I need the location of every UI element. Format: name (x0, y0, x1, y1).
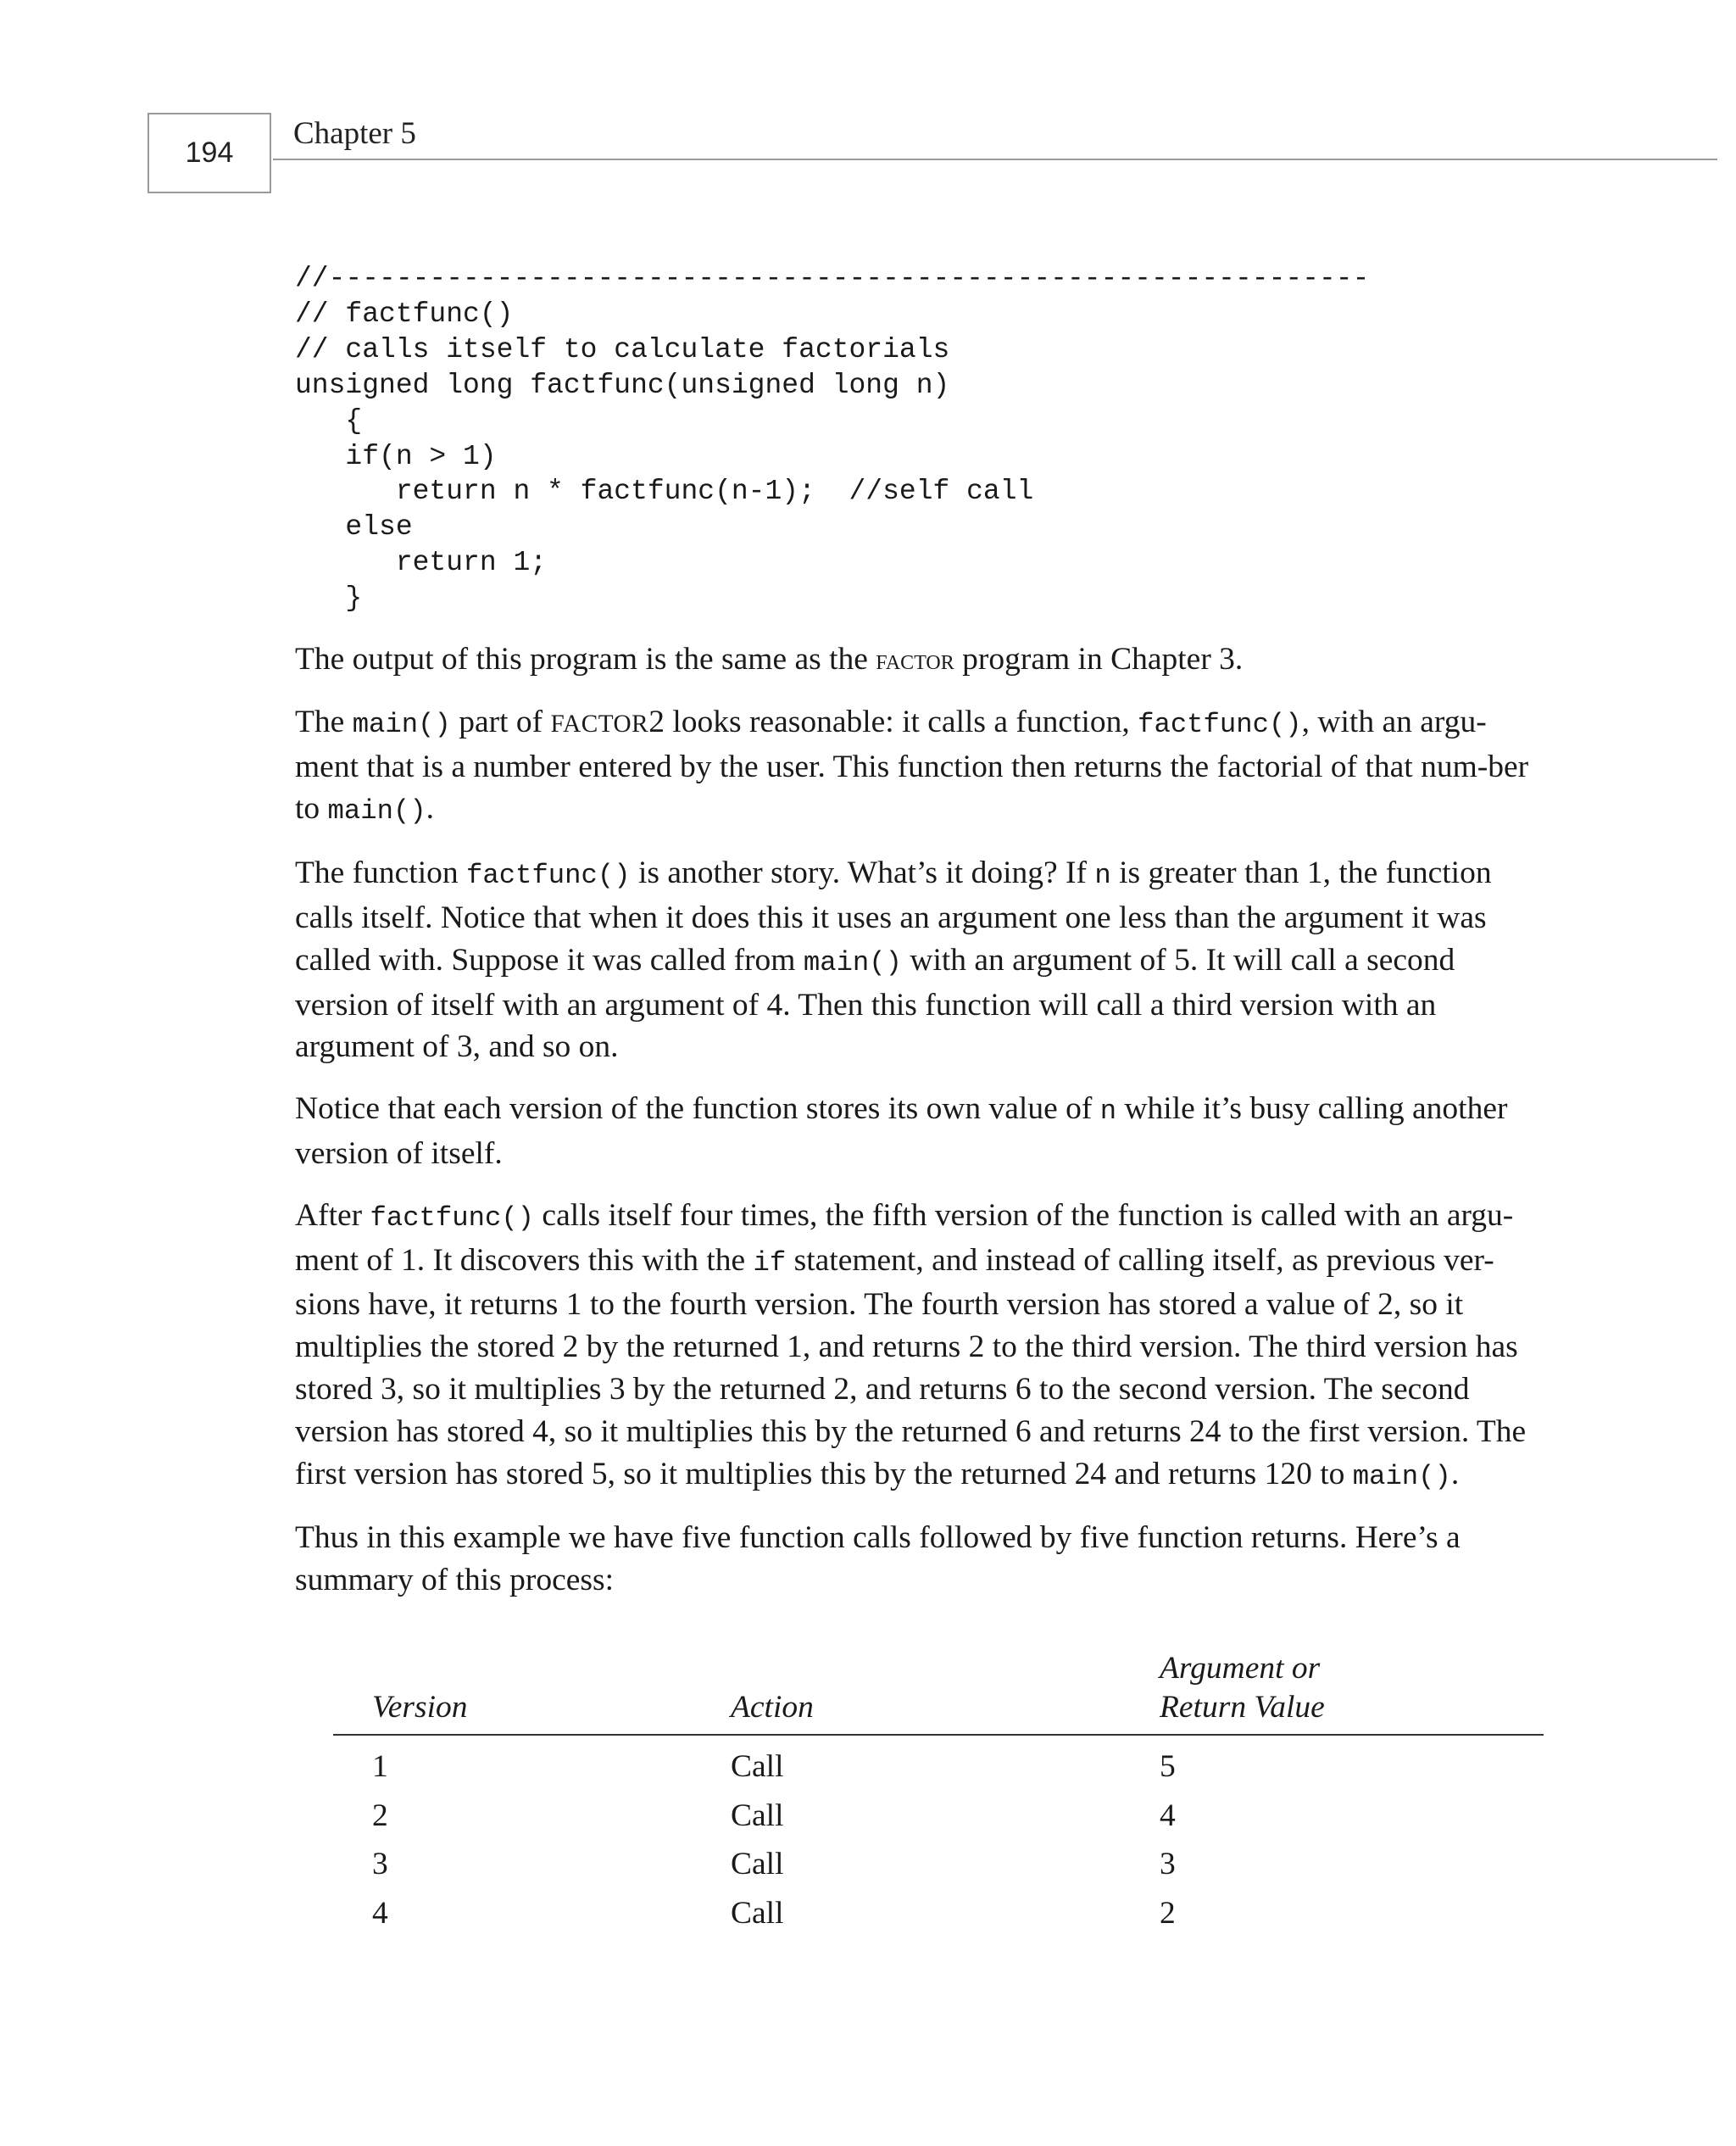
paragraph-versions: Notice that each version of the function stores its own value of n while it’s busy calling another version of itself. (295, 1091, 1508, 1171)
paragraph-recursion: After factfunc() calls itself four times, the fifth version of the function is called with an argu-ment of 1. It discovers this with the if statement, and instead of calling itself, as previous ver-sions have, it returns 1 to the fourth version. The fourth version has stored a value of 2, so it multiplies the stored 2 by the returned 1, and returns 2 to the third version. The third version has stored 3, so it multiplies 3 by the returned 2, and returns 6 to the second version. The second version has stored 4, so it multiplies this by the returned 6 and returns 24 to the first version. The first version has stored 5, so it multiplies this by the returned 24 and returns 120 to main(). (295, 1197, 1527, 1492)
table-row: 3 Call 3 (372, 1847, 1176, 1882)
paragraph-summary: Thus in this example we have five function calls followed by five function returns. Here’s a summary of this process: (295, 1520, 1461, 1598)
code-line: // calls itself to calculate factorials (295, 333, 950, 365)
paragraph-main: The main() part of FACTOR2 looks reasonable: it calls a function, factfunc(), with an argu-ment that is a number entered by the user. This function then returns the factorial of that num-ber to main(). (295, 704, 1529, 828)
paragraph-output: The output of this program is the same as the factor program in Chapter 3. (295, 642, 1244, 677)
table-row: 2 Call 4 (372, 1798, 1176, 1833)
code-line: return 1; (295, 547, 548, 579)
summary-table (333, 1649, 1544, 1937)
code-line: return n * factfunc(n-1); //self call (295, 476, 1034, 508)
code-listing (295, 261, 1369, 616)
code-line: //-------------------------------------------------------------- (295, 263, 1370, 294)
paragraph-factfunc: The function factfunc() is another story. What’s it doing? If n is greater than 1, the function calls itself. Notice that when it does this it uses an argument one less than the argument it was called with. Suppose it was called from main() with an argument of 5. It will call a second version of itself with an argument of 4. Then this function will call a third version with an argument of 3, and so on. (295, 856, 1492, 1065)
column-header-argument: Argument or Return Value (1121, 1649, 1544, 1735)
header-rule (273, 159, 1717, 160)
code-line: if(n > 1) (295, 440, 497, 472)
table-row: 1 Call 5 (372, 1749, 1176, 1785)
column-header-version: Version (333, 1649, 692, 1735)
code-line: // factfunc() (295, 298, 514, 330)
body-text (295, 638, 1544, 1621)
page-number: 194 (147, 113, 271, 193)
code-line: { (295, 404, 363, 437)
code-line: else (295, 511, 413, 543)
table-header-row (333, 1649, 1544, 1735)
table-row: 4 Call 2 (372, 1895, 1176, 1931)
code-line: unsigned long factfunc(unsigned long n) (295, 369, 950, 401)
chapter-title: Chapter 5 (293, 116, 416, 151)
code-line: } (295, 582, 363, 615)
column-header-action: Action (692, 1649, 1121, 1735)
